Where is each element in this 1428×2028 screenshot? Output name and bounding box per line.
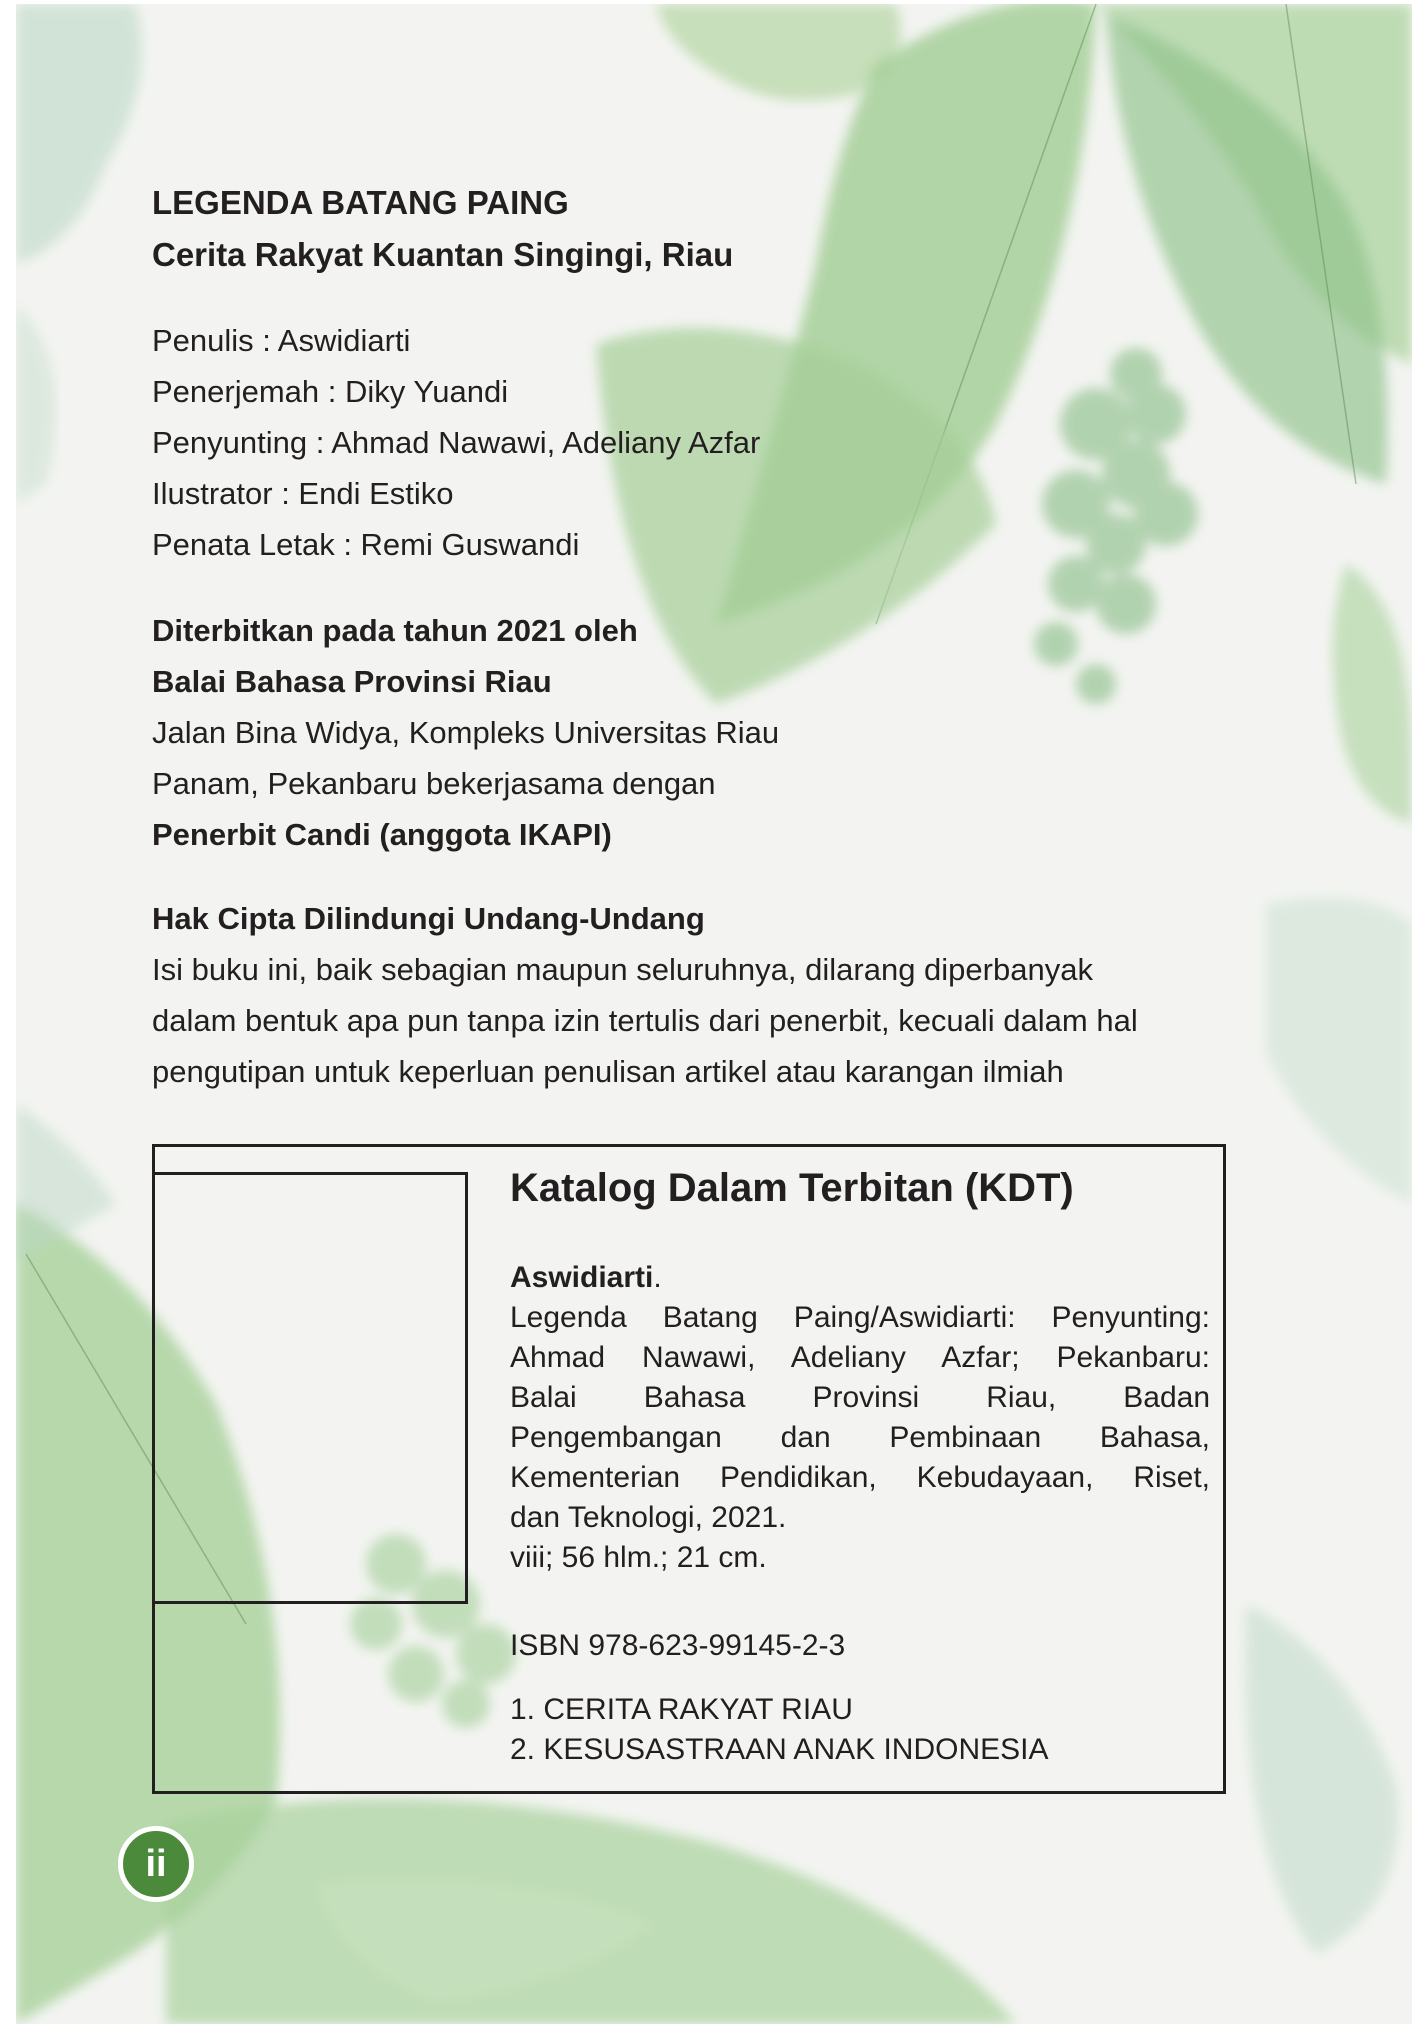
credit-layout: Penata Letak : Remi Guswandi xyxy=(152,527,580,562)
kdt-physical: viii; 56 hlm.; 21 cm. xyxy=(510,1541,767,1574)
kdt-description-last: dan Teknologi, 2021. xyxy=(510,1501,787,1534)
publisher-address-2: Panam, Pekanbaru bekerjasama dengan xyxy=(152,766,716,801)
publisher-address-1: Jalan Bina Widya, Kompleks Universitas Riau xyxy=(152,715,780,750)
kdt-description-line: Kementerian Pendidikan, Kebudayaan, Riset, xyxy=(510,1461,1210,1494)
kdt-subject: 2. KESUSASTRAAN ANAK INDONESIA xyxy=(510,1733,1049,1766)
kdt-author xyxy=(510,1258,1210,1298)
credit-editor: Penyunting : Ahmad Nawawi, Adeliany Azfar xyxy=(152,425,761,460)
credit-illustrator: Ilustrator : Endi Estiko xyxy=(152,476,454,511)
kdt-inner-frame xyxy=(152,1172,468,1604)
copyright-heading: Hak Cipta Dilindungi Undang-Undang xyxy=(152,901,705,936)
publication-year: Diterbitkan pada tahun 2021 oleh xyxy=(152,613,638,648)
kdt-subject: 1. CERITA RAKYAT RIAU xyxy=(510,1693,853,1726)
copyright-line: Isi buku ini, baik sebagian maupun seluruhnya, dilarang diperbanyak xyxy=(152,952,1093,987)
copyright-line: pengutipan untuk keperluan penulisan artikel atau karangan ilmiah xyxy=(152,1054,1064,1089)
kdt-description-line: Balai Bahasa Provinsi Riau, Badan xyxy=(510,1381,1210,1414)
kdt-description-line: Ahmad Nawawi, Adeliany Azfar; Pekanbaru: xyxy=(510,1341,1210,1374)
book-title: LEGENDA BATANG PAING xyxy=(152,184,569,221)
credit-translator: Penerjemah : Diky Yuandi xyxy=(152,374,509,409)
publisher-partner: Penerbit Candi (anggota IKAPI) xyxy=(152,817,612,852)
kdt-author-name: Aswidiarti xyxy=(510,1261,654,1294)
kdt-description-line: Pengembangan dan Pembinaan Bahasa, xyxy=(510,1421,1210,1454)
page xyxy=(16,4,1412,2024)
kdt-title: Katalog Dalam Terbitan (KDT) xyxy=(510,1166,1074,1210)
book-subtitle: Cerita Rakyat Kuantan Singingi, Riau xyxy=(152,236,734,273)
page-number: ii xyxy=(145,1842,167,1885)
page-number-badge xyxy=(118,1826,194,1902)
kdt-description-line: Legenda Batang Paing/Aswidiarti: Penyunting: xyxy=(510,1301,1210,1334)
copyright-line: dalam bentuk apa pun tanpa izin tertulis dari penerbit, kecuali dalam hal xyxy=(152,1003,1138,1038)
kdt-author-period: . xyxy=(653,1261,662,1294)
kdt-isbn: ISBN 978-623-99145-2-3 xyxy=(510,1629,846,1662)
credit-writer: Penulis : Aswidiarti xyxy=(152,323,411,358)
publisher-name: Balai Bahasa Provinsi Riau xyxy=(152,664,552,699)
